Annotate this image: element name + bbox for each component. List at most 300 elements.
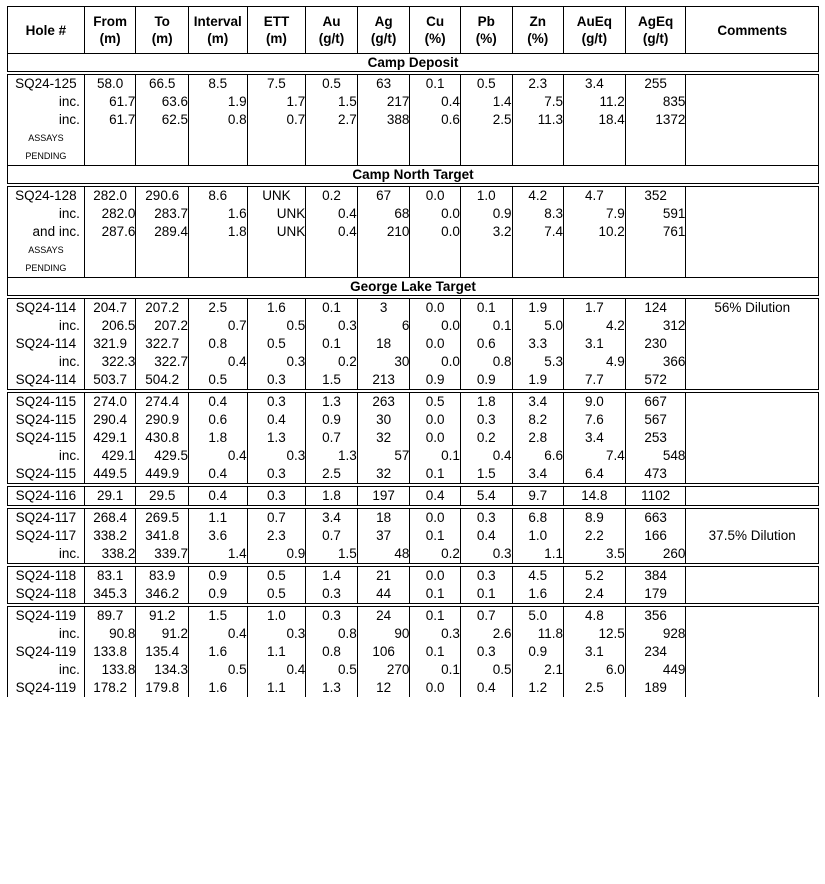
- au-cell: 1.3: [306, 393, 358, 412]
- pb-cell: 0.4: [460, 527, 512, 545]
- cu-cell: 0.0: [410, 567, 461, 586]
- aueq-cell: 9.0: [564, 393, 626, 412]
- table-row: [8, 187, 819, 206]
- ag-cell: 3: [357, 299, 410, 318]
- zn-cell: 0.9: [512, 643, 564, 661]
- pb-cell: 1.0: [460, 187, 512, 206]
- cu-header-label: Cu: [426, 14, 445, 29]
- empty-cell: [625, 241, 686, 259]
- cu-cell: 0.0: [410, 317, 461, 335]
- ett-cell: 0.3: [247, 487, 306, 506]
- hole-cell: inc.: [8, 111, 85, 129]
- comment-cell: [686, 353, 819, 371]
- to-cell: 504.2: [136, 371, 189, 390]
- ett-cell: 1.1: [247, 679, 306, 697]
- from-cell: 89.7: [84, 607, 136, 626]
- table-row: [8, 353, 819, 371]
- interval-cell: 0.8: [188, 111, 247, 129]
- zn-cell: 1.6: [512, 585, 564, 604]
- ageq-cell: 124: [625, 299, 686, 318]
- section-title-row: [8, 166, 819, 184]
- hole-cell: SQ24-114: [8, 371, 85, 390]
- interval-cell: 8.6: [188, 187, 247, 206]
- table-row: [8, 411, 819, 429]
- comments-header: [686, 7, 819, 54]
- empty-cell: [564, 129, 626, 147]
- to-cell: 62.5: [136, 111, 189, 129]
- interval-header-unit: (m): [207, 31, 229, 46]
- ag-cell: 18: [357, 509, 410, 528]
- ageq-cell: 548: [625, 447, 686, 465]
- empty-cell: [512, 259, 564, 278]
- assays-pending-note: ASSAYS: [8, 241, 85, 259]
- comment-cell: [686, 75, 819, 94]
- to-cell: 290.6: [136, 187, 189, 206]
- cu-header: [410, 7, 461, 54]
- comment-cell: [686, 411, 819, 429]
- pending-row: [8, 129, 819, 147]
- section-title: Camp Deposit: [8, 54, 819, 72]
- zn-cell: 7.4: [512, 223, 564, 241]
- ag-cell: 213: [357, 371, 410, 390]
- ageq-cell: 449: [625, 661, 686, 679]
- zn-cell: 3.4: [512, 393, 564, 412]
- to-cell: 429.5: [136, 447, 189, 465]
- cu-cell: 0.3: [410, 625, 461, 643]
- hole-cell: SQ24-125: [8, 75, 85, 94]
- hole-cell: inc.: [8, 661, 85, 679]
- cu-header-unit: (%): [424, 31, 446, 46]
- table-row: [8, 567, 819, 586]
- aueq-cell: 7.9: [564, 205, 626, 223]
- interval-cell: 3.6: [188, 527, 247, 545]
- aueq-cell: 3.5: [564, 545, 626, 564]
- from-cell: 449.5: [84, 465, 136, 484]
- from-cell: 133.8: [84, 643, 136, 661]
- ag-cell: 18: [357, 335, 410, 353]
- from-cell: 61.7: [84, 93, 136, 111]
- pb-cell: 0.3: [460, 509, 512, 528]
- ageq-cell: 835: [625, 93, 686, 111]
- comment-cell: [686, 317, 819, 335]
- hole-cell: SQ24-114: [8, 299, 85, 318]
- au-cell: 0.4: [306, 223, 358, 241]
- pending-row: [8, 259, 819, 278]
- zn-cell: 1.1: [512, 545, 564, 564]
- to-cell: 179.8: [136, 679, 189, 697]
- empty-cell: [188, 147, 247, 166]
- table-row: [8, 223, 819, 241]
- empty-cell: [357, 241, 410, 259]
- ag-cell: 6: [357, 317, 410, 335]
- comment-cell: [686, 625, 819, 643]
- from-cell: 287.6: [84, 223, 136, 241]
- au-cell: 1.3: [306, 679, 358, 697]
- assays-pending-note: PENDING: [8, 147, 85, 166]
- ageq-cell: 312: [625, 317, 686, 335]
- empty-cell: [306, 129, 358, 147]
- ett-cell: 0.5: [247, 567, 306, 586]
- zn-cell: 11.8: [512, 625, 564, 643]
- pb-cell: 0.3: [460, 643, 512, 661]
- interval-cell: 2.5: [188, 299, 247, 318]
- zn-cell: 1.2: [512, 679, 564, 697]
- to-cell: 274.4: [136, 393, 189, 412]
- empty-cell: [686, 129, 819, 147]
- table-row: [8, 465, 819, 484]
- hole-cell: inc.: [8, 205, 85, 223]
- ett-cell: 0.3: [247, 447, 306, 465]
- pb-cell: 0.3: [460, 567, 512, 586]
- ag-cell: 388: [357, 111, 410, 129]
- au-cell: 1.5: [306, 545, 358, 564]
- ageq-cell: 572: [625, 371, 686, 390]
- from-cell: 58.0: [84, 75, 136, 94]
- from-cell: 61.7: [84, 111, 136, 129]
- aueq-cell: 4.9: [564, 353, 626, 371]
- to-cell: 83.9: [136, 567, 189, 586]
- cu-cell: 0.4: [410, 487, 461, 506]
- ageq-cell: 567: [625, 411, 686, 429]
- empty-cell: [686, 147, 819, 166]
- hole-cell: SQ24-117: [8, 527, 85, 545]
- au-cell: 0.2: [306, 187, 358, 206]
- from-cell: 503.7: [84, 371, 136, 390]
- pb-cell: 0.7: [460, 607, 512, 626]
- comment-cell: [686, 661, 819, 679]
- hole-cell: SQ24-116: [8, 487, 85, 506]
- comment-cell: [686, 371, 819, 390]
- ett-cell: UNK: [247, 205, 306, 223]
- zn-cell: 9.7: [512, 487, 564, 506]
- from-cell: 429.1: [84, 447, 136, 465]
- ageq-cell: 234: [625, 643, 686, 661]
- interval-header: [188, 7, 247, 54]
- empty-cell: [84, 129, 136, 147]
- au-cell: 0.5: [306, 661, 358, 679]
- empty-cell: [84, 147, 136, 166]
- section-title-row: [8, 54, 819, 72]
- empty-cell: [410, 259, 461, 278]
- to-cell: 339.7: [136, 545, 189, 564]
- ag-cell: 106: [357, 643, 410, 661]
- ett-header-label: ETT: [263, 14, 290, 29]
- ag-header-unit: (g/t): [370, 31, 397, 46]
- table-row: [8, 625, 819, 643]
- ag-cell: 48: [357, 545, 410, 564]
- ageq-cell: 473: [625, 465, 686, 484]
- cu-cell: 0.0: [410, 205, 461, 223]
- table-row: [8, 93, 819, 111]
- cu-cell: 0.1: [410, 447, 461, 465]
- au-cell: 0.2: [306, 353, 358, 371]
- ett-cell: 1.7: [247, 93, 306, 111]
- table-row: [8, 75, 819, 94]
- aueq-cell: 1.7: [564, 299, 626, 318]
- pb-cell: 2.6: [460, 625, 512, 643]
- empty-cell: [306, 147, 358, 166]
- cu-cell: 0.0: [410, 429, 461, 447]
- table-row: [8, 679, 819, 697]
- ett-cell: 1.3: [247, 429, 306, 447]
- aueq-cell: 8.9: [564, 509, 626, 528]
- hole-cell: SQ24-115: [8, 393, 85, 412]
- interval-cell: 8.5: [188, 75, 247, 94]
- au-header-label: Au: [322, 14, 341, 29]
- pending-row: [8, 241, 819, 259]
- aueq-cell: 2.4: [564, 585, 626, 604]
- interval-header-label: Interval: [193, 14, 242, 29]
- aueq-cell: 3.1: [564, 335, 626, 353]
- interval-cell: 1.4: [188, 545, 247, 564]
- empty-cell: [136, 147, 189, 166]
- to-cell: 269.5: [136, 509, 189, 528]
- from-cell: 321.9: [84, 335, 136, 353]
- comment-cell: [686, 679, 819, 697]
- cu-cell: 0.1: [410, 527, 461, 545]
- hole-cell: SQ24-119: [8, 679, 85, 697]
- aueq-cell: 4.7: [564, 187, 626, 206]
- aueq-cell: 2.2: [564, 527, 626, 545]
- interval-cell: 0.7: [188, 317, 247, 335]
- ag-cell: 30: [357, 411, 410, 429]
- ett-cell: 0.3: [247, 353, 306, 371]
- ett-cell: UNK: [247, 223, 306, 241]
- interval-cell: 1.9: [188, 93, 247, 111]
- pb-cell: 0.3: [460, 411, 512, 429]
- comment-cell: [686, 93, 819, 111]
- empty-cell: [357, 259, 410, 278]
- interval-cell: 1.8: [188, 223, 247, 241]
- cu-cell: 0.1: [410, 75, 461, 94]
- pending-row: [8, 147, 819, 166]
- to-cell: 66.5: [136, 75, 189, 94]
- empty-cell: [564, 147, 626, 166]
- cu-cell: 0.0: [410, 353, 461, 371]
- pb-cell: 5.4: [460, 487, 512, 506]
- comment-cell: [686, 643, 819, 661]
- aueq-cell: 7.7: [564, 371, 626, 390]
- ag-cell: 12: [357, 679, 410, 697]
- header-row: [8, 7, 819, 54]
- section-title-row: [8, 278, 819, 296]
- comment-cell: 37.5% Dilution: [686, 527, 819, 545]
- empty-cell: [247, 129, 306, 147]
- to-cell: 341.8: [136, 527, 189, 545]
- pb-cell: 0.2: [460, 429, 512, 447]
- cu-cell: 0.1: [410, 643, 461, 661]
- aueq-header: [564, 7, 626, 54]
- aueq-cell: 6.0: [564, 661, 626, 679]
- au-cell: 0.8: [306, 625, 358, 643]
- comment-cell: [686, 465, 819, 484]
- aueq-cell: 7.6: [564, 411, 626, 429]
- ageq-cell: 1372: [625, 111, 686, 129]
- interval-cell: 0.4: [188, 393, 247, 412]
- au-cell: 0.7: [306, 429, 358, 447]
- ag-cell: 21: [357, 567, 410, 586]
- cu-cell: 0.5: [410, 393, 461, 412]
- from-cell: 90.8: [84, 625, 136, 643]
- cu-cell: 0.1: [410, 585, 461, 604]
- hole-header: [8, 7, 85, 54]
- from-header-unit: (m): [99, 31, 121, 46]
- ag-cell: 44: [357, 585, 410, 604]
- au-cell: 0.3: [306, 585, 358, 604]
- aueq-cell: 3.4: [564, 429, 626, 447]
- pb-cell: 1.5: [460, 465, 512, 484]
- ett-cell: 0.3: [247, 465, 306, 484]
- interval-cell: 1.6: [188, 643, 247, 661]
- hole-cell: SQ24-118: [8, 585, 85, 604]
- aueq-cell: 11.2: [564, 93, 626, 111]
- comment-cell: [686, 545, 819, 564]
- cu-cell: 0.0: [410, 335, 461, 353]
- au-cell: 1.5: [306, 93, 358, 111]
- hole-cell: SQ24-117: [8, 509, 85, 528]
- from-cell: 29.1: [84, 487, 136, 506]
- assay-results-table: [7, 6, 819, 697]
- au-cell: 0.9: [306, 411, 358, 429]
- hole-cell: SQ24-115: [8, 411, 85, 429]
- empty-cell: [460, 259, 512, 278]
- ageq-header-unit: (g/t): [642, 31, 669, 46]
- to-cell: 29.5: [136, 487, 189, 506]
- ett-cell: 1.1: [247, 643, 306, 661]
- ageq-cell: 761: [625, 223, 686, 241]
- empty-cell: [686, 241, 819, 259]
- ag-cell: 32: [357, 429, 410, 447]
- comment-cell: [686, 205, 819, 223]
- empty-cell: [84, 241, 136, 259]
- table-row: [8, 607, 819, 626]
- table-row: [8, 429, 819, 447]
- ett-cell: 0.4: [247, 411, 306, 429]
- au-header-unit: (g/t): [318, 31, 345, 46]
- pb-header-unit: (%): [475, 31, 497, 46]
- interval-cell: 0.5: [188, 661, 247, 679]
- assays-pending-note: PENDING: [8, 259, 85, 278]
- zn-header-label: Zn: [529, 14, 547, 29]
- interval-cell: 1.6: [188, 205, 247, 223]
- cu-cell: 0.0: [410, 509, 461, 528]
- cu-cell: 0.1: [410, 465, 461, 484]
- aueq-cell: 10.2: [564, 223, 626, 241]
- aueq-cell: 4.8: [564, 607, 626, 626]
- ag-cell: 270: [357, 661, 410, 679]
- to-cell: 91.2: [136, 625, 189, 643]
- au-cell: 0.3: [306, 317, 358, 335]
- pb-cell: 0.5: [460, 661, 512, 679]
- to-cell: 63.6: [136, 93, 189, 111]
- empty-cell: [512, 147, 564, 166]
- zn-cell: 3.3: [512, 335, 564, 353]
- table-row: [8, 643, 819, 661]
- zn-cell: 8.3: [512, 205, 564, 223]
- ageq-cell: 179: [625, 585, 686, 604]
- hole-cell: SQ24-114: [8, 335, 85, 353]
- aueq-cell: 5.2: [564, 567, 626, 586]
- zn-cell: 2.8: [512, 429, 564, 447]
- empty-cell: [188, 129, 247, 147]
- from-cell: 345.3: [84, 585, 136, 604]
- empty-cell: [564, 241, 626, 259]
- ageq-cell: 189: [625, 679, 686, 697]
- ett-cell: UNK: [247, 187, 306, 206]
- interval-cell: 0.5: [188, 371, 247, 390]
- zn-cell: 7.5: [512, 93, 564, 111]
- interval-cell: 1.5: [188, 607, 247, 626]
- au-cell: 1.8: [306, 487, 358, 506]
- zn-header: [512, 7, 564, 54]
- empty-cell: [410, 129, 461, 147]
- empty-cell: [247, 147, 306, 166]
- to-cell: 91.2: [136, 607, 189, 626]
- from-cell: 338.2: [84, 527, 136, 545]
- ag-cell: 63: [357, 75, 410, 94]
- table-row: [8, 111, 819, 129]
- ett-cell: 7.5: [247, 75, 306, 94]
- empty-cell: [136, 259, 189, 278]
- pb-cell: 0.9: [460, 205, 512, 223]
- comment-cell: [686, 111, 819, 129]
- ag-header: [357, 7, 410, 54]
- empty-cell: [460, 241, 512, 259]
- ageq-cell: 260: [625, 545, 686, 564]
- ageq-cell: 352: [625, 187, 686, 206]
- pb-cell: 0.4: [460, 447, 512, 465]
- ag-cell: 90: [357, 625, 410, 643]
- to-header-label: To: [154, 14, 170, 29]
- ag-cell: 197: [357, 487, 410, 506]
- comment-cell: [686, 509, 819, 528]
- to-cell: 346.2: [136, 585, 189, 604]
- interval-cell: 0.9: [188, 567, 247, 586]
- empty-cell: [84, 259, 136, 278]
- from-cell: 204.7: [84, 299, 136, 318]
- comment-cell: [686, 429, 819, 447]
- aueq-cell: 3.4: [564, 75, 626, 94]
- zn-cell: 6.6: [512, 447, 564, 465]
- au-cell: 1.4: [306, 567, 358, 586]
- comment-cell: [686, 335, 819, 353]
- au-cell: 0.5: [306, 75, 358, 94]
- empty-cell: [306, 259, 358, 278]
- ett-cell: 1.0: [247, 607, 306, 626]
- au-cell: 0.7: [306, 527, 358, 545]
- empty-cell: [512, 241, 564, 259]
- from-cell: 338.2: [84, 545, 136, 564]
- empty-cell: [306, 241, 358, 259]
- table-row: [8, 335, 819, 353]
- comment-cell: [686, 447, 819, 465]
- pb-cell: 0.6: [460, 335, 512, 353]
- interval-cell: 1.8: [188, 429, 247, 447]
- from-cell: 282.0: [84, 187, 136, 206]
- interval-cell: 0.4: [188, 487, 247, 506]
- from-cell: 429.1: [84, 429, 136, 447]
- table-row: [8, 527, 819, 545]
- zn-header-unit: (%): [527, 31, 549, 46]
- empty-cell: [136, 129, 189, 147]
- pb-cell: 1.8: [460, 393, 512, 412]
- ett-cell: 1.6: [247, 299, 306, 318]
- zn-cell: 4.5: [512, 567, 564, 586]
- to-cell: 134.3: [136, 661, 189, 679]
- zn-cell: 11.3: [512, 111, 564, 129]
- hole-cell: SQ24-119: [8, 607, 85, 626]
- to-cell: 283.7: [136, 205, 189, 223]
